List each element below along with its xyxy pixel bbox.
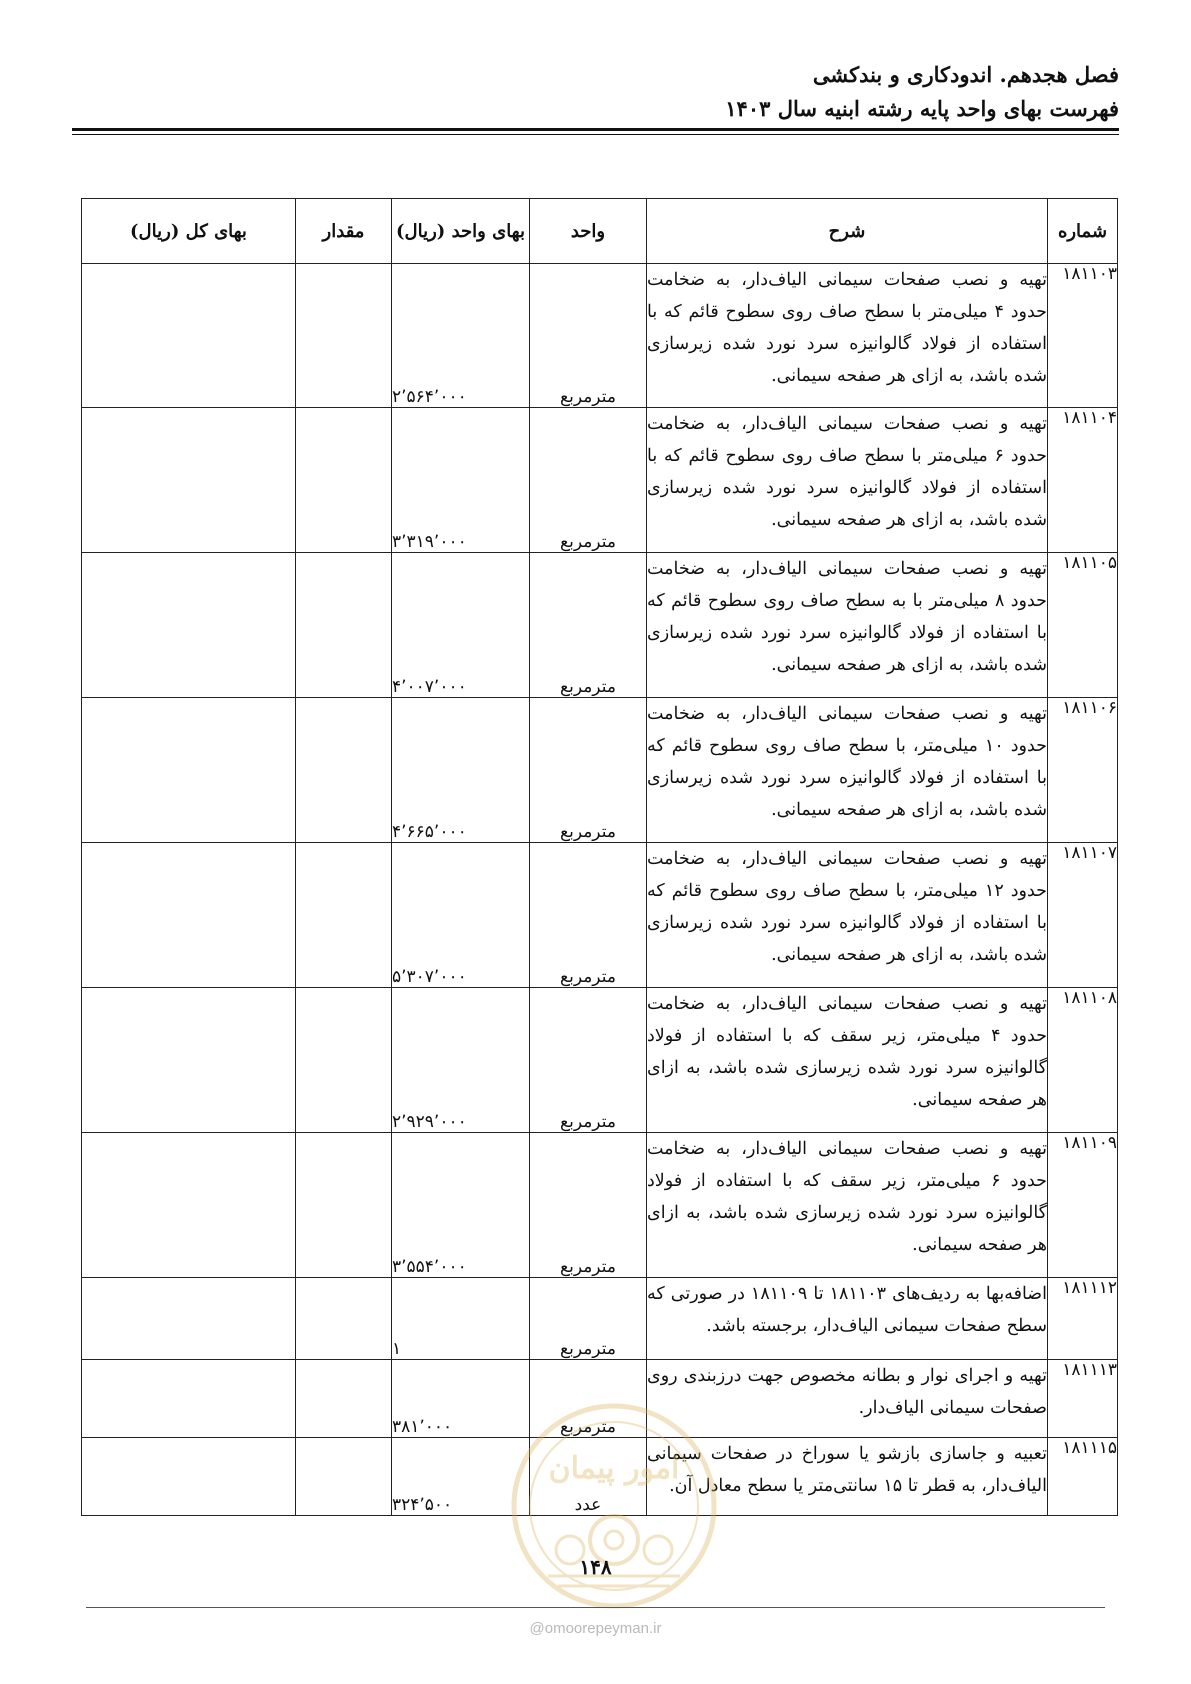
price-table [81,198,1118,1516]
header-quantity: مقدار [296,199,392,264]
item-number: ۱۸۱۱۰۷ [1048,843,1118,988]
item-number: ۱۸۱۱۰۸ [1048,988,1118,1133]
item-unit: مترمربع [530,408,647,553]
item-unit-price: ۲٬۹۲۹٬۰۰۰ [392,988,530,1133]
table-row [82,698,1118,843]
item-unit-price: ۴٬۶۶۵٬۰۰۰ [392,698,530,843]
item-number: ۱۸۱۱۰۶ [1048,698,1118,843]
item-description: اضافه‌بها به ردیف‌های ۱۸۱۱۰۳ تا ۱۸۱۱۰۹ در صورتی که سطح صفحات سیمانی الیاف‌دار، برجسته باشد. [647,1278,1048,1360]
item-number: ۱۸۱۱۱۵ [1048,1438,1118,1516]
table-row [82,988,1118,1133]
header-unit: واحد [530,199,647,264]
item-quantity [296,1278,392,1360]
page-number: ۱۴۸ [579,1555,612,1579]
item-unit-price: ۳٬۵۵۴٬۰۰۰ [392,1133,530,1278]
page-header [69,58,1119,126]
item-total [82,1438,296,1516]
item-number: ۱۸۱۱۰۹ [1048,1133,1118,1278]
item-unit-price: ۴٬۰۰۷٬۰۰۰ [392,553,530,698]
item-description: تهیه و اجرای نوار و بطانه مخصوص جهت درزبندی روی صفحات سیمانی الیاف‌دار. [647,1360,1048,1438]
item-total [82,553,296,698]
item-quantity [296,1133,392,1278]
table-row [82,1133,1118,1278]
item-description: تهیه و نصب صفحات سیمانی الیاف‌دار، به ضخامت حدود ۱۰ میلی‌متر، با سطح صاف روی سطوح قائم که با استفاده از فولاد گالوانیزه سرد نورد شده زیرسازی شده باشد، به ازای هر صفحه سیمانی. [647,698,1048,843]
item-number: ۱۸۱۱۰۴ [1048,408,1118,553]
table-row [82,843,1118,988]
item-quantity [296,1360,392,1438]
header-rule-thick [72,128,1119,131]
item-unit: مترمربع [530,553,647,698]
item-description: تهیه و نصب صفحات سیمانی الیاف‌دار، به ضخامت حدود ۱۲ میلی‌متر، با سطح صاف روی سطوح قائم که با استفاده از فولاد گالوانیزه سرد نورد شده زیرسازی شده باشد، به ازای هر صفحه سیمانی. [647,843,1048,988]
table-row [82,553,1118,698]
item-unit: مترمربع [530,988,647,1133]
footer-url: @omoorepeyman.ir [529,1620,662,1637]
item-number: ۱۸۱۱۰۳ [1048,264,1118,408]
item-number: ۱۸۱۱۱۳ [1048,1360,1118,1438]
item-unit-price: ۳۲۴٬۵۰۰ [392,1438,530,1516]
item-unit: مترمربع [530,843,647,988]
item-description: تعبیه و جاسازی بازشو یا سوراخ در صفحات سیمانی الیاف‌دار، به قطر تا ۱۵ سانتی‌متر یا سطح معادل آن. [647,1438,1048,1516]
item-quantity [296,1438,392,1516]
header-description: شرح [647,199,1048,264]
item-unit: مترمربع [530,1133,647,1278]
item-number: ۱۸۱۱۱۲ [1048,1278,1118,1360]
item-total [82,1133,296,1278]
item-total [82,408,296,553]
item-unit: مترمربع [530,1278,647,1360]
watermark-seal-icon [508,1400,720,1612]
item-quantity [296,264,392,408]
footer-rule [86,1607,1105,1608]
item-quantity [296,843,392,988]
item-description: تهیه و نصب صفحات سیمانی الیاف‌دار، به ضخامت حدود ۸ میلی‌متر با به سطح صاف روی سطوح قائم که با استفاده از فولاد گالوانیزه سرد نورد شده زیرسازی شده باشد، به ازای هر صفحه سیمانی. [647,553,1048,698]
item-description: تهیه و نصب صفحات سیمانی الیاف‌دار، به ضخامت حدود ۴ میلی‌متر، زیر سقف که با استفاده از فولاد گالوانیزه سرد نورد شده زیرسازی شده باشد، به ازای هر صفحه سیمانی. [647,988,1048,1133]
catalog-title: فهرست بهای واحد پایه رشته ابنیه سال ۱۴۰۳ [725,96,1119,121]
item-unit-price: ۳٬۳۱۹٬۰۰۰ [392,408,530,553]
item-total [82,843,296,988]
item-quantity [296,698,392,843]
item-quantity [296,408,392,553]
item-unit: مترمربع [530,264,647,408]
item-unit: مترمربع [530,1360,647,1438]
chapter-title: فصل هجدهم. اندودکاری و بندکشی [812,62,1119,87]
item-description: تهیه و نصب صفحات سیمانی الیاف‌دار، به ضخامت حدود ۶ میلی‌متر با سطح صاف روی سطوح قائم که با استفاده از فولاد گالوانیزه سرد نورد شده زیرسازی شده باشد، به ازای هر صفحه سیمانی. [647,408,1048,553]
header-unit-price: بهای واحد (ریال) [392,199,530,264]
header-total: بهای کل (ریال) [82,199,296,264]
item-description: تهیه و نصب صفحات سیمانی الیاف‌دار، به ضخامت حدود ۶ میلی‌متر، زیر سقف که با استفاده از فولاد گالوانیزه سرد نورد شده زیرسازی شده باشد، به ازای هر صفحه سیمانی. [647,1133,1048,1278]
item-unit-price: ۳۸۱٬۰۰۰ [392,1360,530,1438]
table-row [82,264,1118,408]
item-unit-price: ۵٬۳۰۷٬۰۰۰ [392,843,530,988]
item-unit-price: ۱ [392,1278,530,1360]
item-number: ۱۸۱۱۰۵ [1048,553,1118,698]
item-description: تهیه و نصب صفحات سیمانی الیاف‌دار، به ضخامت حدود ۴ میلی‌متر با سطح صاف روی سطوح قائم که با استفاده از فولاد گالوانیزه سرد نورد شده زیرسازی شده باشد، به ازای هر صفحه سیمانی. [647,264,1048,408]
table-header-row [82,199,1118,264]
item-total [82,1360,296,1438]
watermark-text: امور پیمان [548,1451,680,1486]
item-quantity [296,988,392,1133]
item-total [82,1278,296,1360]
header-rule-thin [72,134,1119,135]
item-total [82,988,296,1133]
item-unit-price: ۲٬۵۶۴٬۰۰۰ [392,264,530,408]
table-row [82,1278,1118,1360]
table-row [82,408,1118,553]
item-quantity [296,553,392,698]
item-unit: عدد [530,1438,647,1516]
item-unit: مترمربع [530,698,647,843]
item-total [82,698,296,843]
item-total [82,264,296,408]
header-number: شماره [1048,199,1118,264]
